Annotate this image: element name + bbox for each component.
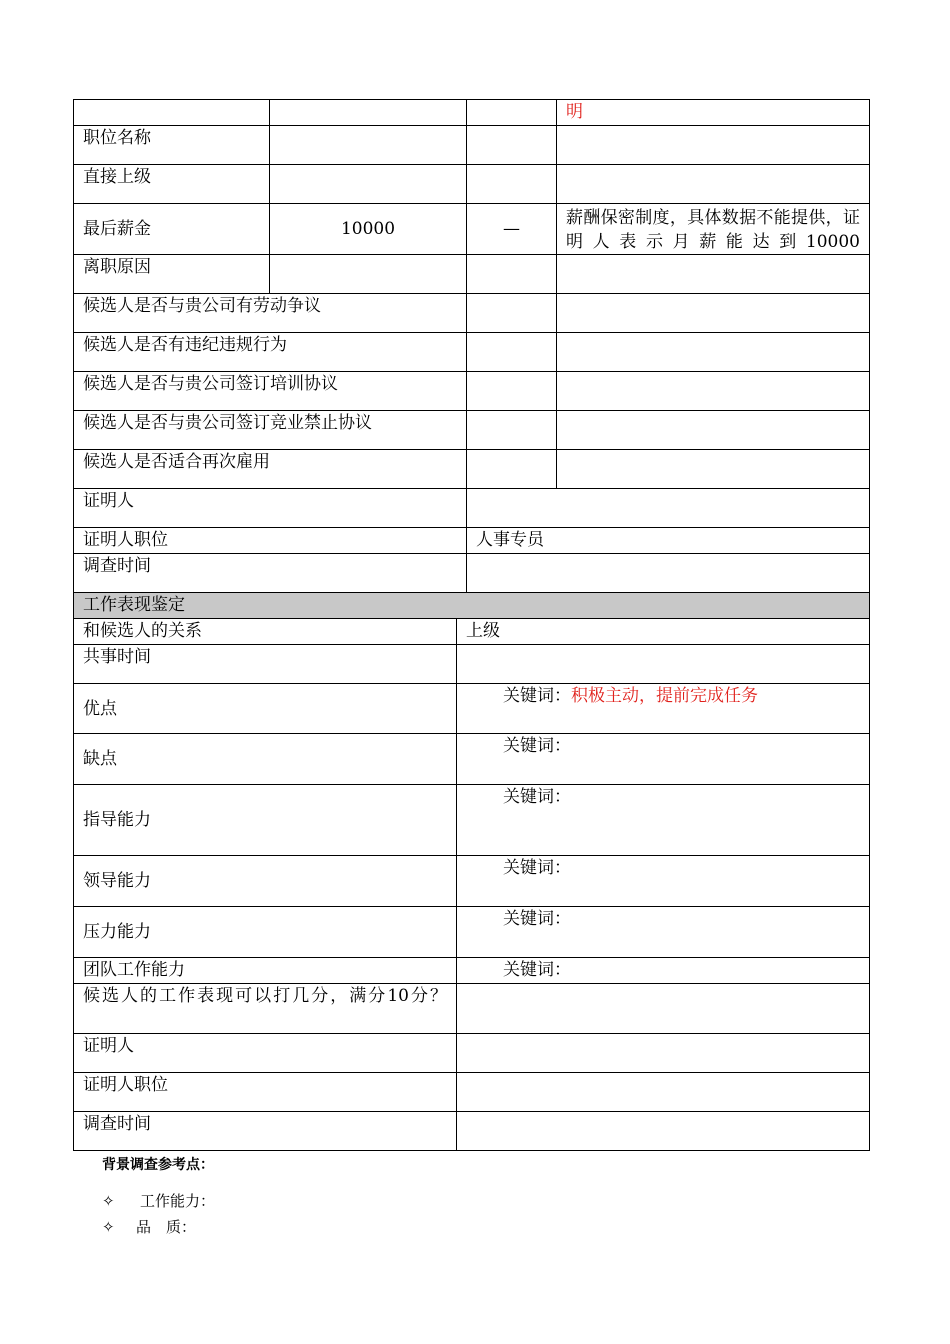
cell [467, 411, 557, 450]
cell [74, 100, 270, 126]
cell [270, 100, 467, 126]
label-violation: 候选人是否有违纪违规行为 [74, 333, 467, 372]
cell [270, 126, 467, 165]
weaknesses-keywords [457, 734, 870, 785]
cell [467, 294, 557, 333]
reference-check-table [73, 99, 870, 593]
keyword-prefix: 关键词： [503, 858, 571, 878]
note-item-text: 工作能力： [140, 1192, 216, 1210]
cell [270, 165, 467, 204]
teamwork-keywords [457, 958, 870, 984]
label-pressure: 压力能力 [74, 907, 457, 958]
survey-time-value [467, 554, 870, 593]
cell [557, 450, 870, 489]
cell [467, 450, 557, 489]
diamond-bullet-icon: ✧ [102, 1192, 115, 1210]
section-title: 工作表现鉴定 [74, 593, 870, 619]
performance-table [73, 592, 870, 1151]
keyword-prefix: 关键词： [503, 787, 571, 807]
witness-title-value: 人事专员 [467, 528, 870, 554]
cell [457, 1073, 870, 1112]
label-witness-title-2: 证明人职位 [74, 1073, 457, 1112]
keyword-prefix: 关键词： [503, 960, 571, 980]
leadership-keywords [457, 856, 870, 907]
diamond-bullet-icon: ✧ [102, 1218, 115, 1236]
salary-verify: — [467, 204, 557, 255]
cell [557, 165, 870, 204]
keyword-value: 积极主动，提前完成任务 [571, 686, 758, 706]
cell [467, 100, 557, 126]
cell [467, 333, 557, 372]
salary-value: 10000 [270, 204, 467, 255]
note-item [102, 1190, 215, 1211]
relation-value: 上级 [457, 619, 870, 645]
label-strengths: 优点 [74, 684, 457, 734]
label-cowork-time: 共事时间 [74, 645, 457, 684]
label-leadership: 领导能力 [74, 856, 457, 907]
cell [467, 372, 557, 411]
cell [457, 645, 870, 684]
strengths-keywords [457, 684, 870, 734]
cell [270, 255, 467, 294]
label-noncompete: 候选人是否与贵公司签订竞业禁止协议 [74, 411, 467, 450]
keyword-prefix: 关键词： [503, 686, 571, 706]
cell [457, 1112, 870, 1151]
remark-cell: 明 [557, 100, 870, 126]
label-supervisor: 直接上级 [74, 165, 270, 204]
cell [557, 294, 870, 333]
label-relation: 和候选人的关系 [74, 619, 457, 645]
label-witness-title: 证明人职位 [74, 528, 467, 554]
cell [557, 333, 870, 372]
notes-title: 背景调查参考点： [102, 1157, 214, 1173]
label-salary: 最后薪金 [74, 204, 270, 255]
label-witness: 证明人 [74, 489, 467, 528]
label-leave-reason: 离职原因 [74, 255, 270, 294]
note-item [102, 1216, 196, 1237]
cell [557, 411, 870, 450]
cell [557, 255, 870, 294]
label-score-question: 候选人的工作表现可以打几分，满分10分？ [74, 984, 457, 1034]
salary-remark: 薪酬保密制度，具体数据不能提供，证明人表示月薪能达到10000 [557, 204, 870, 255]
note-item-text: 品 质： [136, 1218, 197, 1236]
label-witness-2: 证明人 [74, 1034, 457, 1073]
cell [467, 165, 557, 204]
cell [457, 984, 870, 1034]
label-mentoring: 指导能力 [74, 785, 457, 856]
keyword-prefix: 关键词： [503, 909, 571, 929]
label-position: 职位名称 [74, 126, 270, 165]
label-survey-time-2: 调查时间 [74, 1112, 457, 1151]
cell [457, 1034, 870, 1073]
label-weaknesses: 缺点 [74, 734, 457, 785]
cell [557, 126, 870, 165]
label-survey-time: 调查时间 [74, 554, 467, 593]
keyword-prefix: 关键词： [503, 736, 571, 756]
pressure-keywords [457, 907, 870, 958]
label-rehire: 候选人是否适合再次雇用 [74, 450, 467, 489]
mentoring-keywords [457, 785, 870, 856]
witness-value [467, 489, 870, 528]
cell [467, 126, 557, 165]
label-labor-dispute: 候选人是否与贵公司有劳动争议 [74, 294, 467, 333]
cell [467, 255, 557, 294]
label-training-agreement: 候选人是否与贵公司签订培训协议 [74, 372, 467, 411]
cell [557, 372, 870, 411]
label-teamwork: 团队工作能力 [74, 958, 457, 984]
